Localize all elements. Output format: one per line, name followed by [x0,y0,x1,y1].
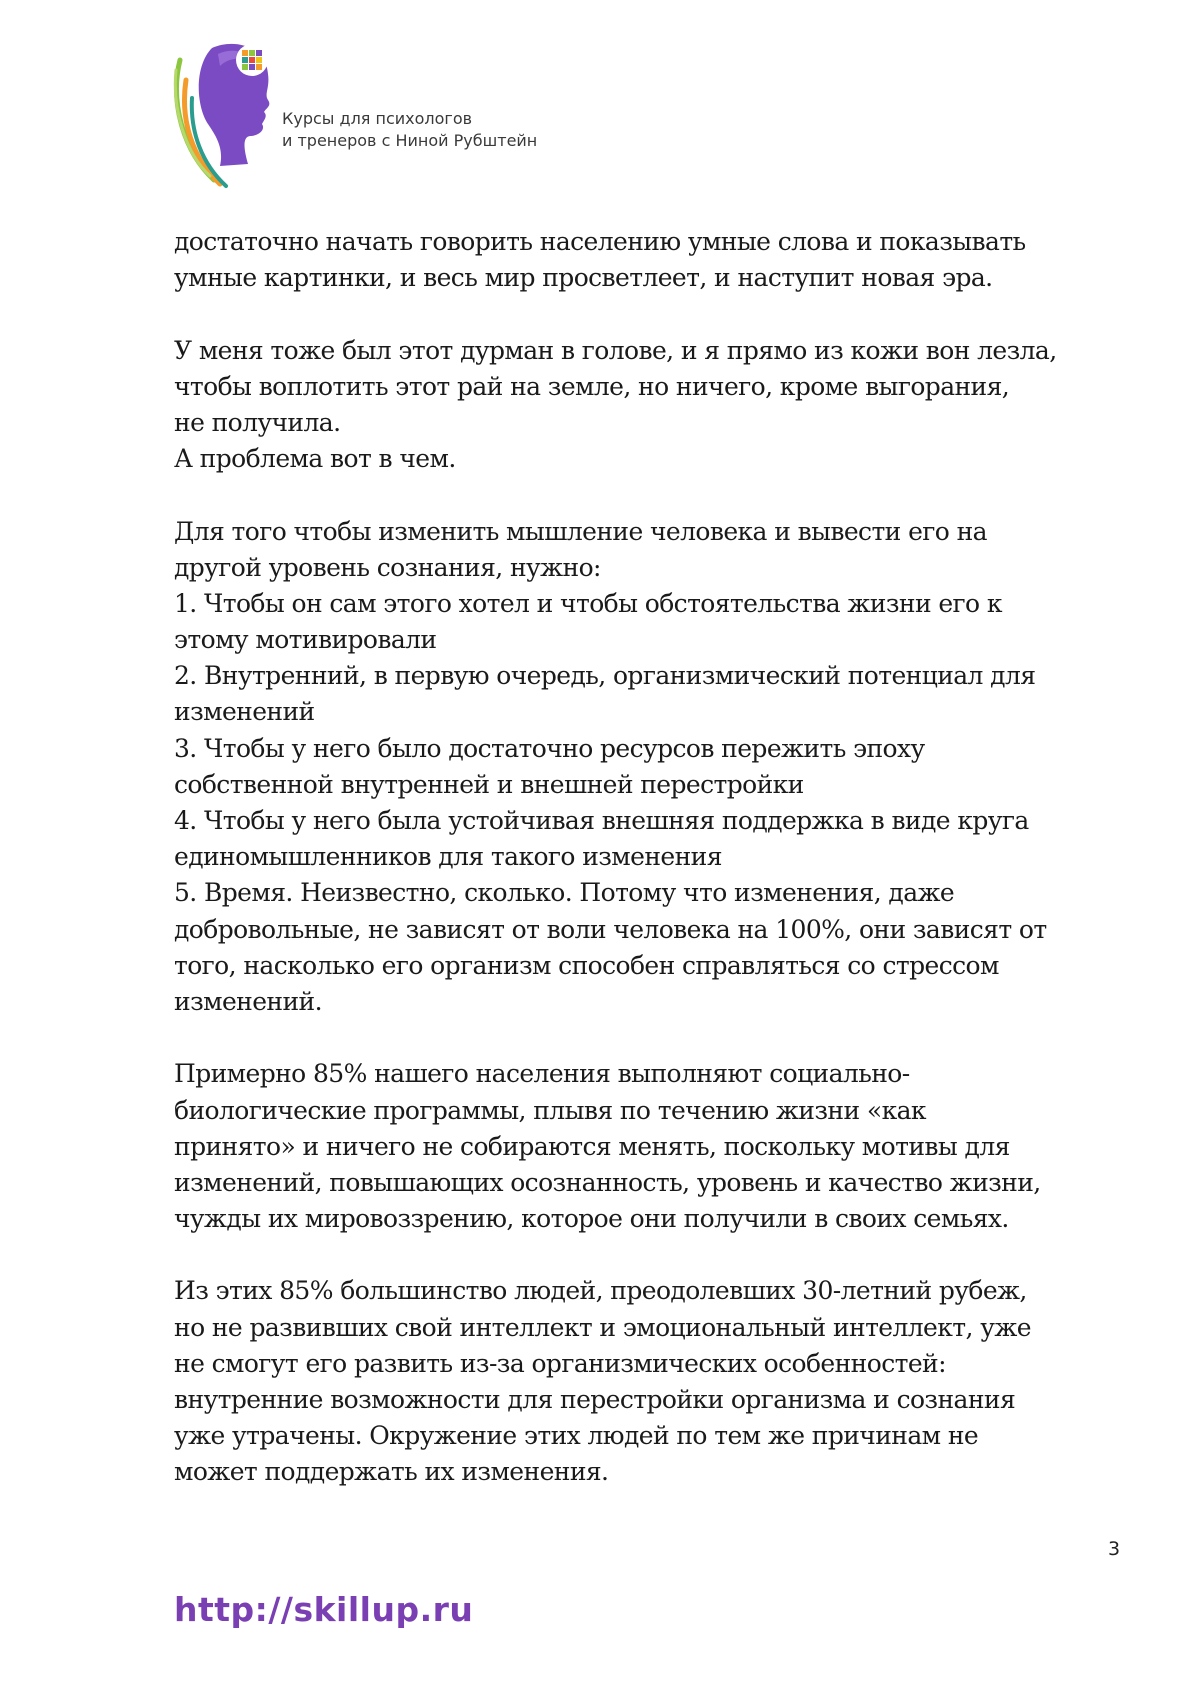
body-line: биологические программы, плывя по течению жизни «как [174,1095,926,1125]
body-line: чтобы воплотить этот рай на земле, но ничего, кроме выгорания, [174,371,1010,401]
body-line: изменений, повышающих осознанность, уровень и качество жизни, [174,1167,1041,1197]
body-line: Из этих 85% большинство людей, преодолевших 30-летний рубеж, [174,1276,1027,1306]
body-line: 1. Чтобы он сам этого хотел и чтобы обстоятельства жизни его к [174,588,1002,618]
brand-line-2: и тренеров с Ниной Рубштейн [282,131,538,150]
body-line: изменений [174,697,315,727]
body-line: достаточно начать говорить населению умные слова и показывать [174,227,1026,256]
body-line: уже утрачены. Окружение этих людей по тем же причинам не [174,1421,979,1451]
body-line: собственной внутренней и внешней перестройки [174,769,804,799]
body-line: того, насколько его организм способен справляться со стрессом [174,950,999,980]
body-line: внутренние возможности для перестройки организма и сознания [174,1385,1016,1414]
brand-logo [172,40,282,200]
body-line: А проблема вот в чем. [174,444,456,474]
paragraph-gap [174,477,1174,513]
paragraph-gap [174,296,1174,332]
body-line: не смогут его развить из-за организмических особенностей: [174,1348,946,1378]
body-line: У меня тоже был этот дурман в голове, и я прямо из кожи вон лезла, [174,335,1057,365]
body-line: Для того чтобы изменить мышление человека и вывести его на [174,516,987,546]
body-line: 2. Внутренний, в первую очередь, организмический потенциал для [174,661,1036,691]
body-line: 5. Время. Неизвестно, сколько. Потому что изменения, даже [174,878,955,908]
body-line: чужды их мировоззрению, которое они получили в своих семьях. [174,1204,1009,1234]
body-line: не получила. [174,407,341,437]
body-line: этому мотивировали [174,625,437,655]
document-body [174,224,1174,1491]
footer-link[interactable]: http://skillup.ru [174,1590,474,1629]
body-line: 3. Чтобы у него было достаточно ресурсов пережить эпоху [174,733,925,763]
body-line: умные картинки, и весь мир просветлеет, и наступит новая эра. [174,263,993,293]
body-line: единомышленников для такого изменения [174,842,722,872]
body-line: Примерно 85% нашего населения выполняют социально- [174,1059,910,1089]
body-line: но не развивших свой интеллект и эмоциональный интеллект, уже [174,1312,1031,1342]
body-line: добровольные, не зависят от воли человека на 100%, они зависят от [174,914,1047,944]
page-number: 3 [1108,1538,1121,1560]
body-line: другой уровень сознания, нужно: [174,552,601,582]
brand-text [282,108,537,152]
paragraph-gap [174,1020,1174,1056]
body-line: изменений. [174,986,322,1016]
body-line: 4. Чтобы у него была устойчивая внешняя поддержка в виде круга [174,806,1029,835]
body-line: принято» и ничего не собираются менять, поскольку мотивы для [174,1131,1010,1161]
paragraph-gap [174,1237,1174,1273]
head-profile-icon [172,40,282,200]
brand-line-1: Курсы для психологов [282,109,473,128]
body-line: может поддержать их изменения. [174,1457,609,1487]
